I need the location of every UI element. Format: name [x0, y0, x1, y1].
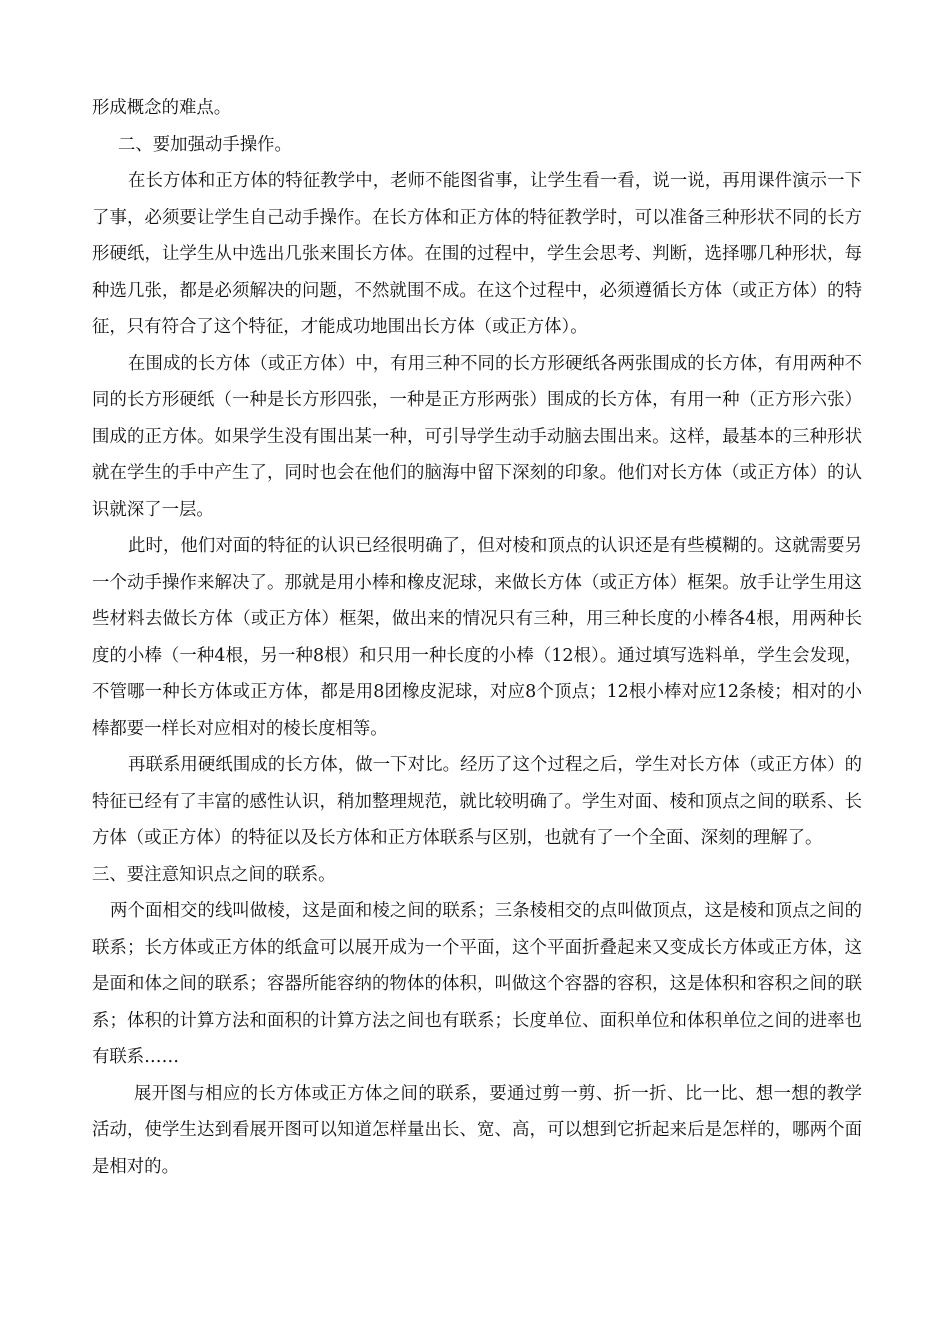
section-heading-3: 三、要注意知识点之间的联系。	[92, 864, 336, 885]
paragraph-body: 两个面相交的线叫做棱，这是面和棱之间的联系；三条棱相交的点叫做顶点，这是棱和顶点之间的联系；长方体或正方体的纸盒可以展开成为一个平面，这个平面折叠起来又变成长方体或正方体，这是面和体之间的联系；容器所能容纳的物体的体积，叫做这个容器的容积，这是体积和容积之间的联系；体积的计算方法和面积的计算方法之间也有联系；长度单位、面积单位和体积单位之间的进率也有联系……	[92, 901, 862, 1067]
paragraph-body: 展开图与相应的长方体或正方体之间的联系，要通过剪一剪、折一折、比一比、想一想的教学活动，使学生达到看展开图可以知道怎样量出长、宽、高，可以想到它折起来后是怎样的，哪两个面是相对的。	[92, 1083, 862, 1177]
paragraph-continuation: 形成概念的难点。	[92, 98, 232, 118]
document-page	[92, 90, 862, 1185]
paragraph-body: 此时，他们对面的特征的认识已经很明确了，但对棱和顶点的认识还是有些模糊的。这就需要另一个动手操作来解决了。那就是用小棒和橡皮泥球，来做长方体（或正方体）框架。放手让学生用这些材料去做长方体（或正方体）框架，做出来的情况只有三种，用三种长度的小棒各4根，用两种长度的小棒（一种4根，另一种8根）和只用一种长度的小棒（12根）。通过填写选料单，学生会发现，不管哪一种长方体或正方体，都是用8团橡皮泥球，对应8个顶点；12根小棒对应12条棱；相对的小棒都要一样长对应相对的棱长度相等。	[92, 536, 862, 739]
section-heading-2: 二、要加强动手操作。	[118, 134, 292, 155]
paragraph-body: 在围成的长方体（或正方体）中，有用三种不同的长方形硬纸各两张围成的长方体，有用两种不同的长方形硬纸（一种是长方形四张，一种是正方形两张）围成的长方体，有用一种（正方形六张）围成的正方体。如果学生没有围出某一种，可引导学生动手动脑去围出来。这样，最基本的三种形状就在学生的手中产生了，同时也会在他们的脑海中留下深刻的印象。他们对长方体（或正方体）的认识就深了一层。	[92, 353, 862, 520]
paragraph-body: 在长方体和正方体的特征教学中，老师不能图省事，让学生看一看，说一说，再用课件演示一下了事，必须要让学生自己动手操作。在长方体和正方体的特征教学时，可以准备三种形状不同的长方形硬纸，让学生从中选出几张来围长方体。在围的过程中，学生会思考、判断，选择哪几种形状，每种选几张，都是必须解决的问题，不然就围不成。在这个过程中，必须遵循长方体（或正方体）的特征，只有符合了这个特征，才能成功地围出长方体（或正方体）。	[92, 171, 862, 337]
paragraph-body: 再联系用硬纸围成的长方体，做一下对比。经历了这个过程之后，学生对长方体（或正方体）的特征已经有了丰富的感性认识，稍加整理规范，就比较明确了。学生对面、棱和顶点之间的联系、长方体（或正方体）的特征以及长方体和正方体联系与区别，也就有了一个全面、深刻的理解了。	[92, 755, 862, 848]
